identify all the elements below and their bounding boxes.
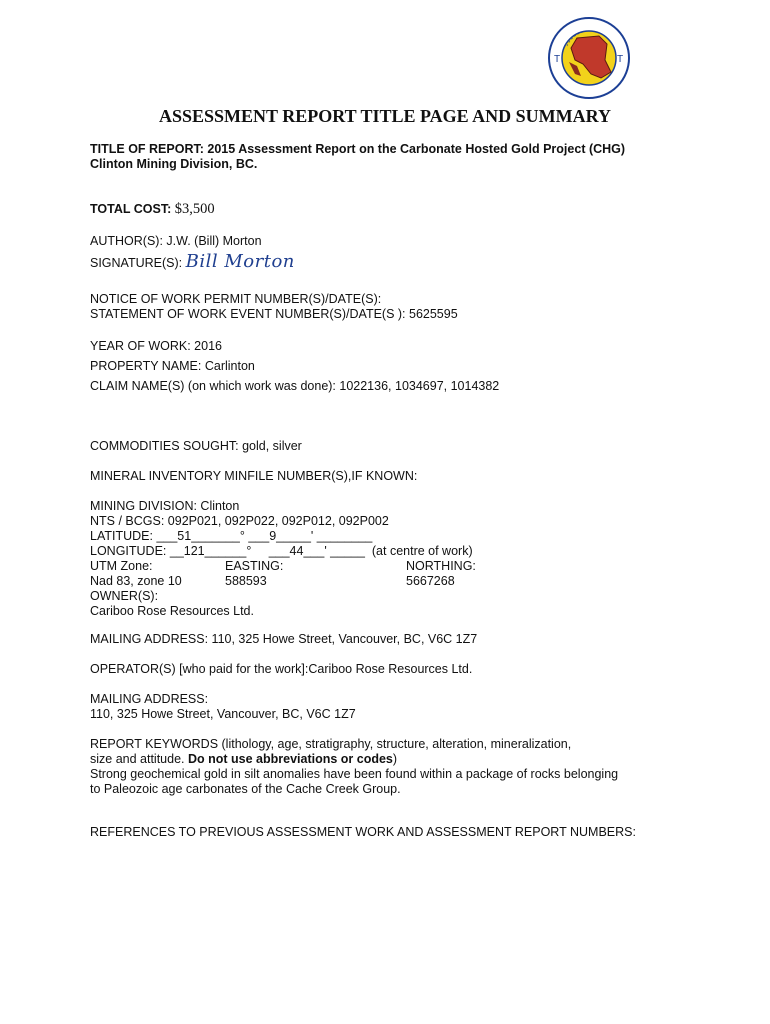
nts-bcgs: NTS / BCGS: 092P021, 092P022, 092P012, 092P002 <box>90 514 389 528</box>
owner-value: Cariboo Rose Resources Ltd. <box>90 604 254 618</box>
report-title <box>90 142 740 172</box>
keywords-line2 <box>90 752 740 767</box>
notice-of-work: NOTICE OF WORK PERMIT NUMBER(S)/DATE(S): <box>90 292 382 306</box>
owner-mailing-address: MAILING ADDRESS: 110, 325 Howe Street, Vancouver, BC, V6C 1Z7 <box>90 632 478 646</box>
signature <box>90 251 740 272</box>
total-cost-value: $3,500 <box>174 201 215 217</box>
total-cost <box>90 202 740 217</box>
owner-label: OWNER(S): <box>90 589 159 603</box>
signature-handwriting: Bill Morton <box>185 251 295 272</box>
northing-value: 5667268 <box>406 574 455 588</box>
bc-geological-survey-logo <box>547 16 631 100</box>
utm-labels-row <box>90 559 740 574</box>
report-title-line2: Clinton Mining Division, BC. <box>90 157 258 171</box>
claim-names: CLAIM NAME(S) (on which work was done): 1022136, 1034697, 1014382 <box>90 379 500 393</box>
northing-label: NORTHING: <box>406 559 476 573</box>
property-name: PROPERTY NAME: Carlinton <box>90 359 255 373</box>
report-title-line1: 2015 Assessment Report on the Carbonate Hosted Gold Project (CHG) <box>207 142 626 156</box>
location-section <box>90 499 740 619</box>
easting-value: 588593 <box>225 574 267 588</box>
minfile: MINERAL INVENTORY MINFILE NUMBER(S),IF KNOWN: <box>90 469 418 483</box>
property-section <box>90 336 740 396</box>
statement-of-work: STATEMENT OF WORK EVENT NUMBER(S)/DATE(S ): 5625595 <box>90 307 458 321</box>
keywords-line4: to Paleozoic age carbonates of the Cache Creek Group. <box>90 782 401 796</box>
longitude: LONGITUDE: __121______° ___44___' _____ (at centre of work) <box>90 544 473 558</box>
year-of-work: YEAR OF WORK: 2016 <box>90 339 222 353</box>
operator-mailing-address <box>90 692 740 722</box>
page-title: ASSESSMENT REPORT TITLE PAGE AND SUMMARY <box>159 106 611 126</box>
keywords-line2-start: size and attitude. <box>90 752 188 766</box>
operator-address-label: MAILING ADDRESS: <box>90 692 209 706</box>
authors: AUTHOR(S): J.W. (Bill) Morton <box>90 234 262 248</box>
keywords-line2-end: ) <box>392 752 398 766</box>
latitude: LATITUDE: ___51_______° ___9_____' ________ <box>90 529 373 543</box>
report-title-label: TITLE OF REPORT: <box>90 142 204 156</box>
utm-zone-label: UTM Zone: <box>90 559 153 573</box>
easting-label: EASTING: <box>225 559 284 573</box>
utm-zone-value: Nad 83, zone 10 <box>90 574 182 588</box>
operator-address-value: 110, 325 Howe Street, Vancouver, BC, V6C 1Z7 <box>90 707 356 721</box>
logo-right-letter: T <box>617 54 624 65</box>
utm-values-row <box>90 574 740 589</box>
logo-left-letter: T <box>554 54 561 65</box>
keywords-warning: Do not use abbreviations or codes <box>187 752 393 766</box>
mining-division: MINING DIVISION: Clinton <box>90 499 240 513</box>
references: REFERENCES TO PREVIOUS ASSESSMENT WORK AND ASSESSMENT REPORT NUMBERS: <box>90 825 636 839</box>
commodities: COMMODITIES SOUGHT: gold, silver <box>90 439 302 453</box>
report-keywords <box>90 737 740 797</box>
keywords-line3: Strong geochemical gold in silt anomalies have been found within a package of rocks belonging <box>90 767 619 781</box>
operator: OPERATOR(S) [who paid for the work]:Cariboo Rose Resources Ltd. <box>90 662 473 676</box>
keywords-line1: REPORT KEYWORDS (lithology, age, stratigraphy, structure, alteration, mineralization, <box>90 737 572 751</box>
work-permit-section <box>90 292 740 322</box>
signature-label: SIGNATURE(S): <box>90 256 183 270</box>
total-cost-label: TOTAL COST: <box>90 202 172 216</box>
